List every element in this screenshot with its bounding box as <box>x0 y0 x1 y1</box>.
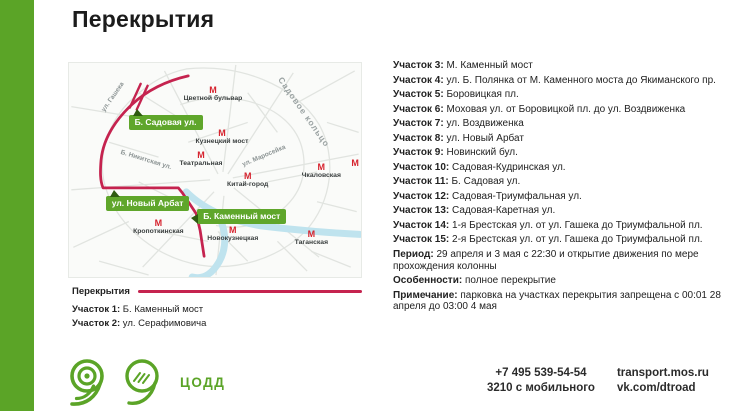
metro-icon: М <box>209 84 217 95</box>
metro-icon: М <box>229 225 237 236</box>
closure-callout: Б. Каменный мост <box>197 209 286 224</box>
metro-station <box>190 129 254 145</box>
metro-icon: М <box>218 128 226 139</box>
metro-icon: М <box>243 170 252 181</box>
brand-name: ЦОДД <box>180 374 226 390</box>
footer-brand <box>60 356 225 408</box>
section-item: Участок 7: ул. Воздвиженка <box>393 118 524 129</box>
up-pointer-icon <box>133 109 143 116</box>
closure-details <box>393 60 730 316</box>
section-item: Участок 6: Моховая ул. от Боровицкой пл. до ул. Воздвиженка <box>393 103 686 115</box>
closures-map <box>68 62 362 278</box>
metro-icon: М <box>197 150 205 161</box>
section-item: Участок 3: М. Каменный мост <box>393 60 533 71</box>
metro-station <box>126 219 190 235</box>
metro-station-name: Театральная <box>179 160 223 168</box>
metro-icon: М <box>154 217 163 228</box>
info-paragraph: Период: 29 апреля и 3 мая с 22:30 и открытие движения по мере прохождения колонны <box>393 249 699 272</box>
street-label: Садовое кольцо <box>276 75 333 150</box>
metro-station-name: Кузнецкий мост <box>195 138 249 146</box>
street-label: Б. Никитская ул. <box>119 149 172 172</box>
metro-station-name: Китай-город <box>227 180 269 188</box>
map-legend <box>72 286 362 331</box>
legend-title: Перекрытия <box>72 286 130 297</box>
metro-icon: М <box>351 158 359 169</box>
codd-logo-icon <box>118 356 166 408</box>
accent-side-bar <box>0 0 34 411</box>
legend-item: Участок 1: Б. Каменный мост <box>72 304 204 315</box>
section-item: Участок 4: ул. Б. Полянка от М. Каменного моста до Якиманского пр. <box>393 74 716 86</box>
section-item: Участок 8: ул. Новый Арбат <box>393 132 524 144</box>
up-pointer-icon <box>110 190 120 197</box>
section-item: Участок 15: 2-я Брестская ул. от ул. Гашека до Триумфальной пл. <box>393 234 703 245</box>
phone-number: +7 495 539-54-54 <box>495 367 587 379</box>
metro-station <box>279 230 343 246</box>
footer-contacts <box>487 366 709 396</box>
metro-icon: М <box>307 229 316 240</box>
closure-callout: Б. Садовая ул. <box>129 115 203 130</box>
section-item: Участок 12: Садовая-Триумфальная ул. <box>393 190 582 202</box>
paragraphs-list <box>393 249 730 313</box>
info-paragraph: Примечание: парковка на участках перекрытия запрещена с 00:01 28 апреля до 03:00 4 мая <box>393 289 721 312</box>
metro-icon: М <box>317 162 326 173</box>
metro-station <box>169 151 233 167</box>
section-item: Участок 11: Б. Садовая ул. <box>393 176 521 187</box>
left-pointer-icon <box>191 214 198 224</box>
street-label: ул. Маросейка <box>241 143 287 169</box>
metro-station-name: Новокузнецкая <box>207 235 259 243</box>
section-item: Участок 9: Новинский бул. <box>393 147 518 158</box>
street-label: ул. Гашека <box>100 80 126 113</box>
social-link: vk.com/dtroad <box>616 382 696 394</box>
metro-station-name: Таганская <box>294 239 329 247</box>
metro-station <box>181 86 245 102</box>
section-item: Участок 14: 1-я Брестская ул. от ул. Гашека до Триумфальной пл. <box>393 219 703 231</box>
section-item: Участок 5: Боровицкая пл. <box>393 89 519 100</box>
legend-items <box>72 303 362 331</box>
closure-callout: ул. Новый Арбат <box>106 196 190 211</box>
metro-station-name: Чкаловская <box>301 172 341 180</box>
legend-item: Участок 2: ул. Серафимовича <box>72 318 207 329</box>
metro-station <box>323 159 362 167</box>
section-item: Участок 10: Садовая-Кудринская ул. <box>393 161 566 173</box>
website: transport.mos.ru <box>616 367 709 379</box>
metro-station <box>201 226 265 242</box>
closure-line-sample <box>138 290 362 293</box>
metro-station-name: Кропоткинская <box>133 227 184 235</box>
sections-list <box>393 60 730 246</box>
info-paragraph: Особенности: полное перекрытие <box>393 275 556 286</box>
metro-station <box>216 172 280 188</box>
moscow-transport-logo-icon <box>60 356 110 408</box>
section-item: Участок 13: Садовая-Каретная ул. <box>393 205 556 216</box>
phone-note: 3210 с мобильного <box>487 382 595 394</box>
page-title: Перекрытия <box>72 6 215 32</box>
metro-station-name: Цветной бульвар <box>183 94 243 102</box>
